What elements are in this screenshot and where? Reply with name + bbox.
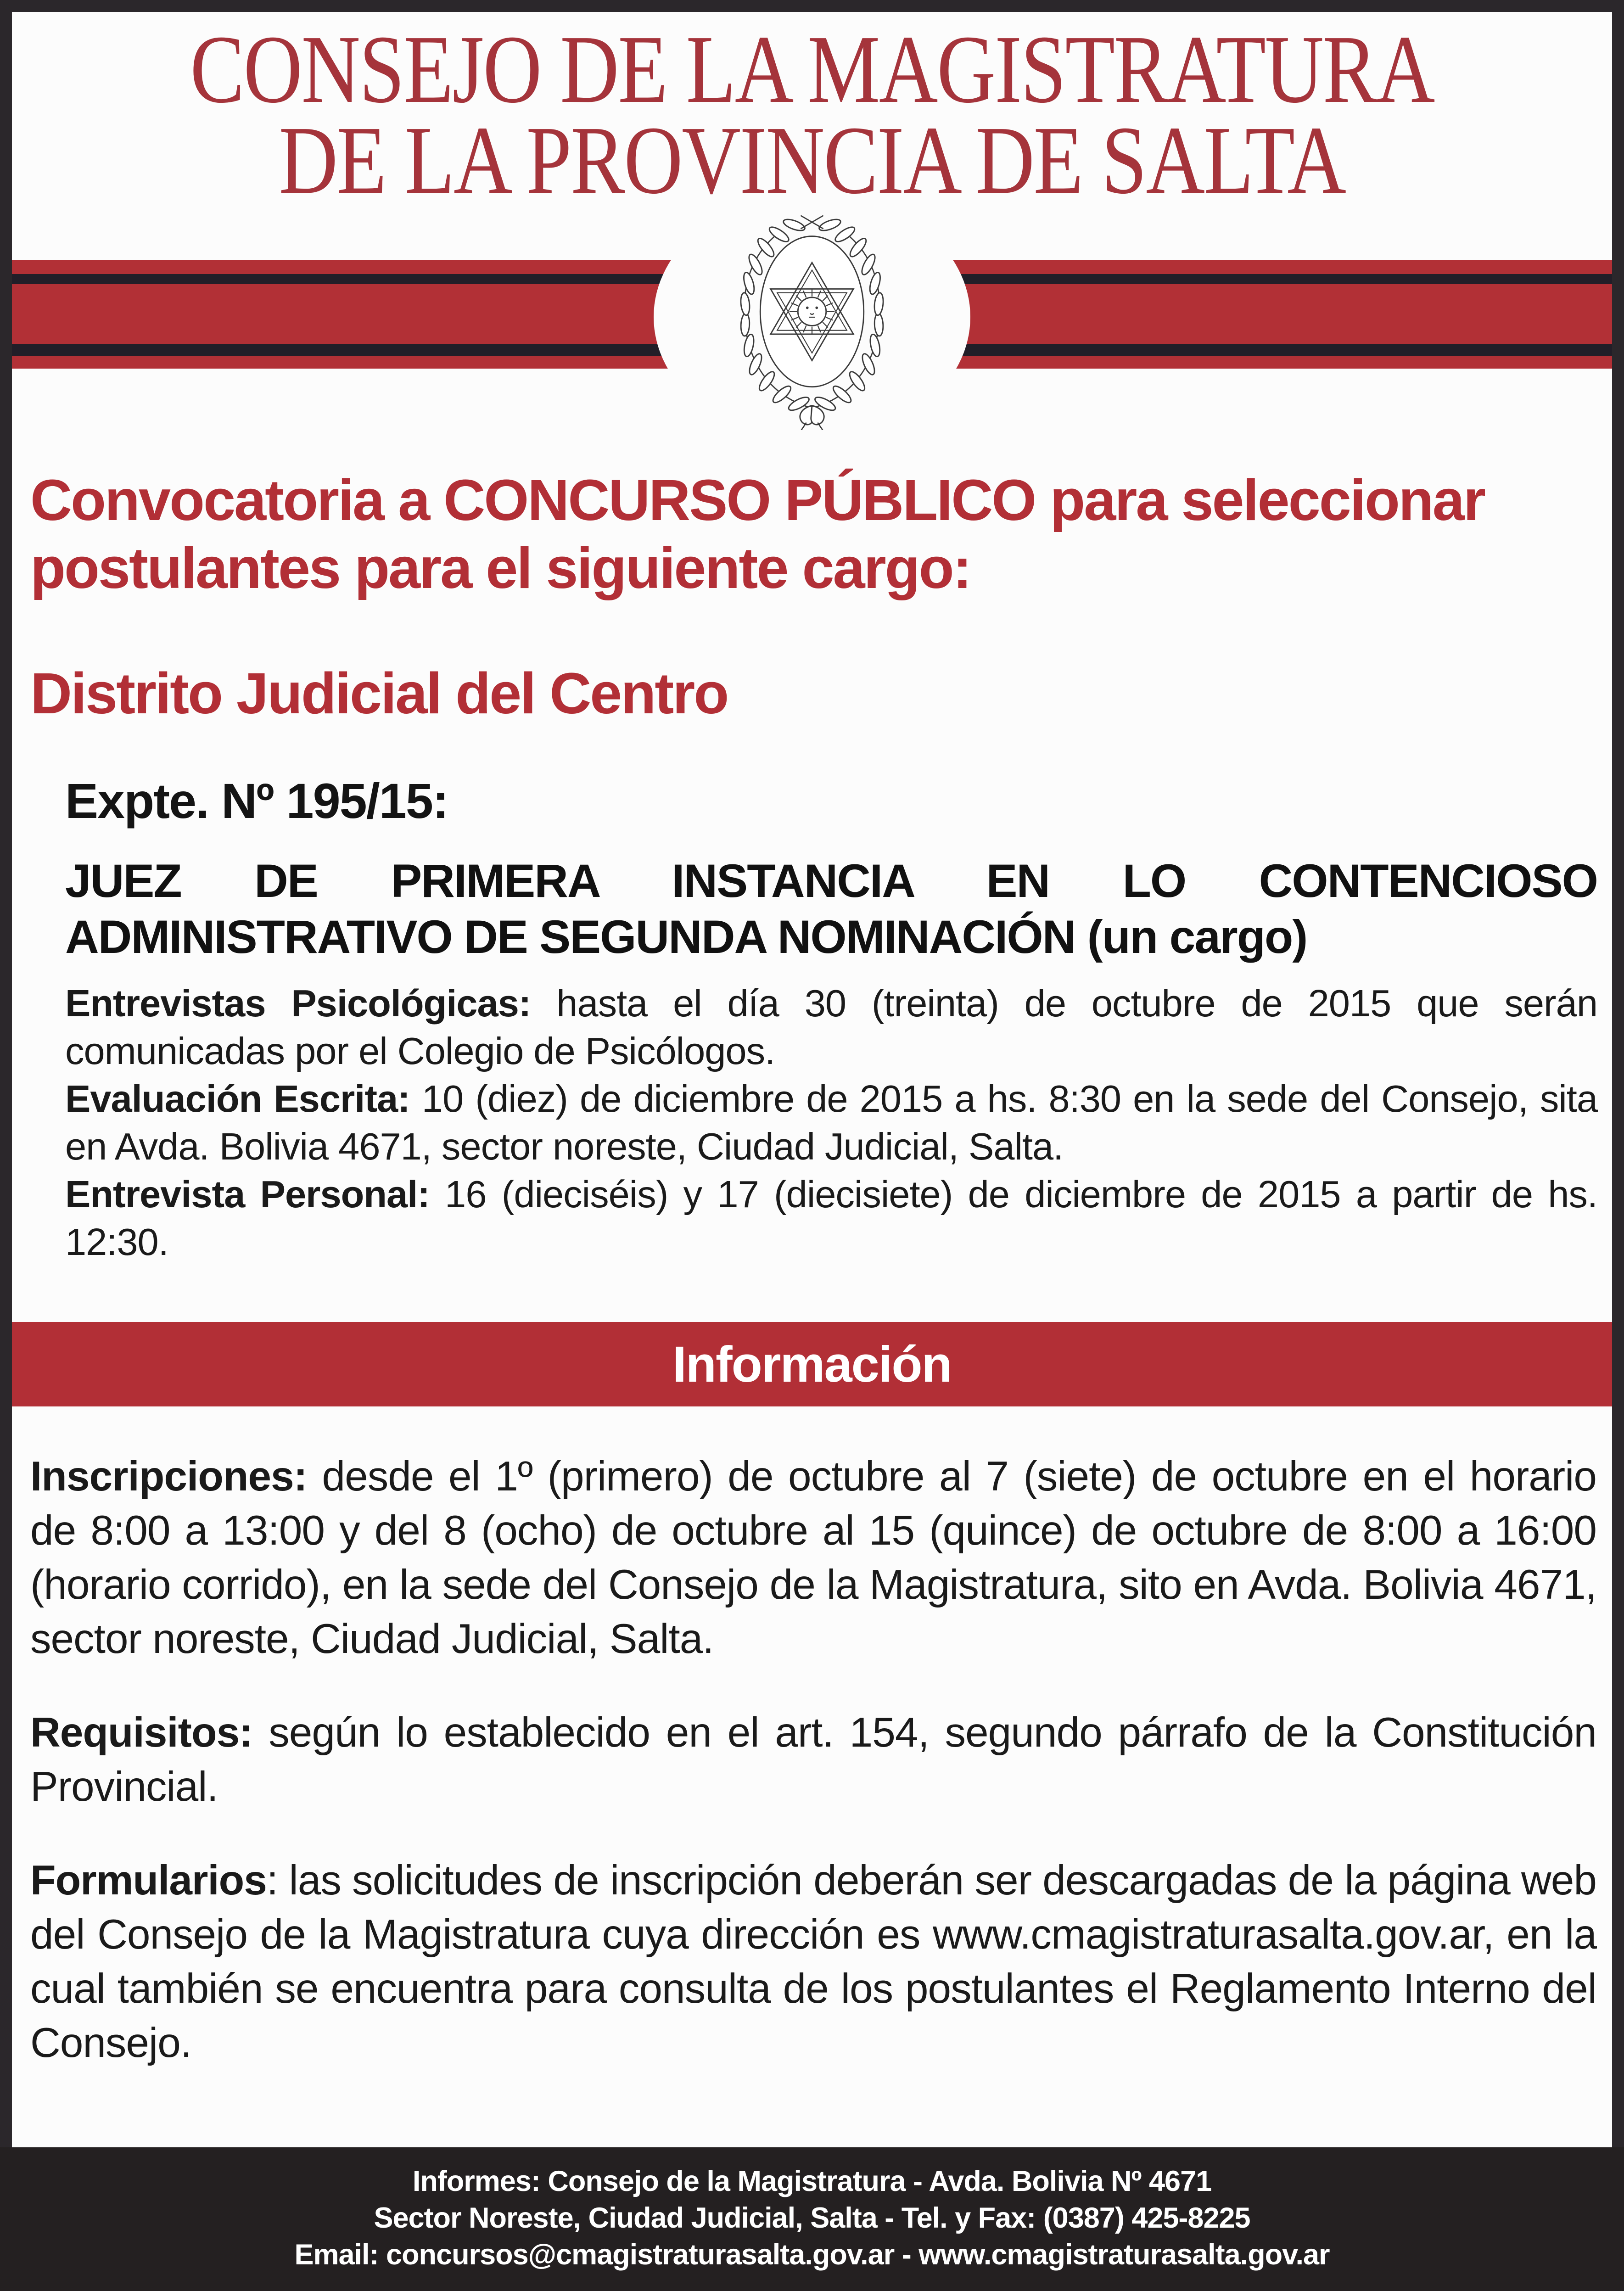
schedule-item-evaluacion-escrita [65, 1075, 1597, 1171]
district-heading: Distrito Judicial del Centro [30, 661, 728, 726]
org-title-line2: DE LA PROVINCIA DE SALTA [279, 106, 1345, 214]
frame-border-left [0, 0, 12, 2291]
schedule-text: hasta el día 30 (treinta) de octubre de 2015 que serán comunicadas por el Colegio de Psicólogos. [65, 982, 1597, 1072]
section-label: Formularios [30, 1857, 267, 1904]
footer-contact-bar [0, 2147, 1624, 2291]
organization-title [0, 15, 1624, 214]
schedule-item-entrevistas-psicologicas [65, 980, 1597, 1075]
information-sections [30, 1450, 1596, 2110]
section-requisitos [30, 1706, 1596, 1814]
section-text: según lo establecido en el art. 154, segundo párrafo de la Constitución Provincial. [30, 1709, 1596, 1810]
section-inscripciones [30, 1450, 1596, 1666]
frame-border-top [0, 0, 1624, 12]
section-text: desde el 1º (primero) de octubre al 7 (siete) de octubre en el horario de 8:00 a 13:00 y del 8 (ocho) de octubre al 15 (quince) de octubre de 8:00 a 16:00 (horario corrido), en la sede del Consejo de la Magistratura, sito en Avda. Bolivia 4671, sector noreste, Ciudad Judicial, Salta. [30, 1453, 1596, 1662]
schedule-block [65, 980, 1597, 1266]
section-text: : las solicitudes de inscripción deberán ser descargadas de la página web del Consejo de la Magistratura cuya dirección es www.cmagistraturasalta.gov.ar, en la cual también se encuentra para consulta de los postulantes el Reglamento Interno del Consejo. [30, 1857, 1596, 2066]
informacion-bar [12, 1322, 1612, 1406]
convocatoria-line1: Convocatoria a CONCURSO PÚBLICO para seleccionar [30, 468, 1484, 532]
informacion-bar-title: Información [672, 1336, 952, 1393]
footer-line-email: Email: concursos@cmagistraturasalta.gov.ar - www.cmagistraturasalta.gov.ar [294, 2239, 1330, 2271]
salta-coat-of-arms-icon [708, 204, 916, 430]
convocatoria-line2: postulantes para el siguiente cargo: [30, 536, 971, 600]
section-formularios [30, 1854, 1596, 2070]
footer-line-informes: Informes: Consejo de la Magistratura - Avda. Bolivia Nº 4671 [412, 2165, 1212, 2197]
section-label: Requisitos: [30, 1709, 253, 1756]
schedule-text: 16 (dieciséis) y 17 (diecisiete) de diciembre de 2015 a partir de hs. 12:30. [65, 1173, 1597, 1263]
schedule-label: Evaluación Escrita: [65, 1077, 410, 1120]
convocatoria-heading [30, 466, 1600, 602]
section-label: Inscripciones: [30, 1453, 307, 1500]
org-title-line1: CONSEJO DE LA MAGISTRATURA [190, 15, 1434, 123]
position-title: JUEZ DE PRIMERA INSTANCIA EN LO CONTENCIOSO ADMINISTRATIVO DE SEGUNDA NOMINACIÓN (un cargo) [65, 855, 1597, 963]
schedule-item-entrevista-personal [65, 1171, 1597, 1266]
footer-line-direccion: Sector Noreste, Ciudad Judicial, Salta - Tel. y Fax: (0387) 425-8225 [374, 2202, 1250, 2234]
schedule-label: Entrevista Personal: [65, 1173, 430, 1216]
case-number: Expte. Nº 195/15: [65, 773, 448, 829]
schedule-text: 10 (diez) de diciembre de 2015 a hs. 8:30 en la sede del Consejo, sita en Avda. Bolivia 4671, sector noreste, Ciudad Judicial, Salta. [65, 1077, 1598, 1168]
frame-border-right [1612, 0, 1624, 2291]
schedule-label: Entrevistas Psicológicas: [65, 982, 531, 1025]
